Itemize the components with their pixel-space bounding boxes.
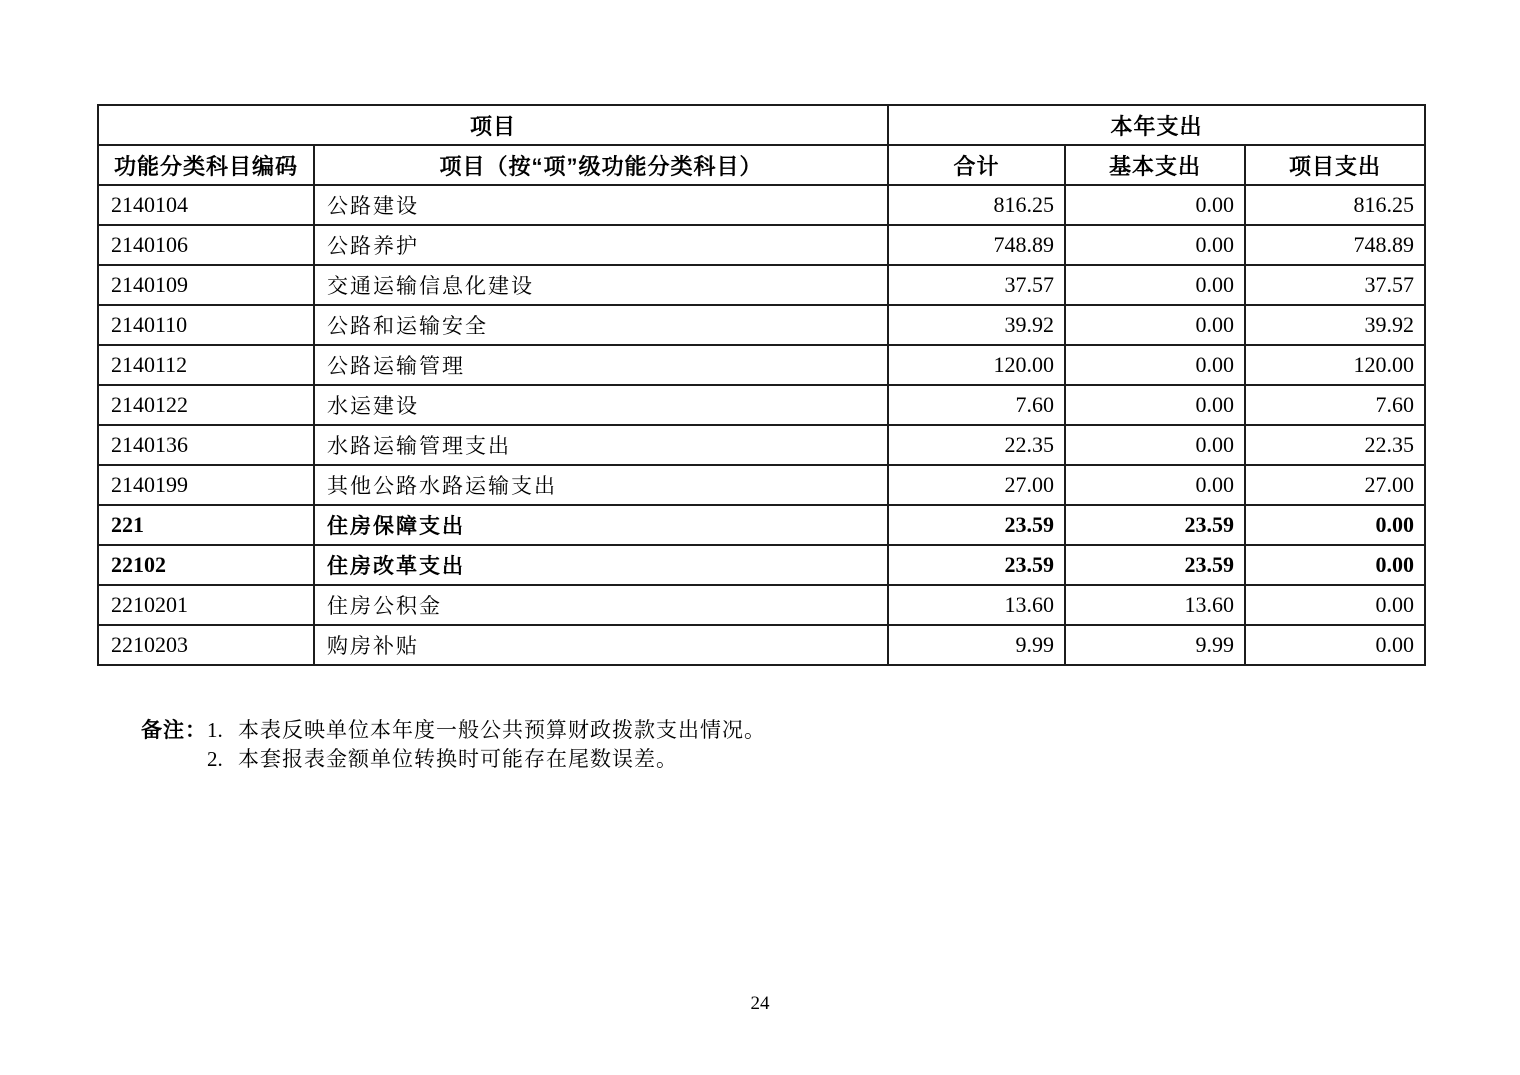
note-text: 本套报表金额单位转换时可能存在尾数误差。	[238, 747, 678, 771]
cell-project: 0.00	[1245, 625, 1425, 665]
table-row	[98, 625, 1425, 665]
table-row	[98, 225, 1425, 265]
cell-code: 2140199	[98, 465, 314, 505]
cell-code: 22102	[98, 545, 314, 585]
cell-basic: 0.00	[1065, 185, 1245, 225]
header-group-project: 项目	[98, 105, 888, 145]
cell-total: 23.59	[888, 545, 1065, 585]
cell-basic: 0.00	[1065, 225, 1245, 265]
table-body	[98, 185, 1425, 665]
header-group-year-expenditure: 本年支出	[888, 105, 1425, 145]
cell-name: 公路养护	[314, 225, 888, 265]
page-number: 24	[750, 993, 770, 1014]
header-col-total: 合计	[888, 145, 1065, 185]
cell-total: 120.00	[888, 345, 1065, 385]
cell-total: 13.60	[888, 585, 1065, 625]
header-col-name: 项目（按“项”级功能分类科目）	[314, 145, 888, 185]
cell-basic: 0.00	[1065, 385, 1245, 425]
table-row	[98, 465, 1425, 505]
notes-list	[207, 716, 766, 774]
cell-code: 2140122	[98, 385, 314, 425]
cell-name: 交通运输信息化建设	[314, 265, 888, 305]
cell-basic: 23.59	[1065, 545, 1245, 585]
cell-code: 2140136	[98, 425, 314, 465]
cell-total: 22.35	[888, 425, 1065, 465]
cell-name: 公路建设	[314, 185, 888, 225]
note-number: 1.	[207, 718, 223, 742]
cell-project: 37.57	[1245, 265, 1425, 305]
cell-basic: 9.99	[1065, 625, 1245, 665]
cell-code: 2140104	[98, 185, 314, 225]
cell-project: 0.00	[1245, 505, 1425, 545]
cell-total: 27.00	[888, 465, 1065, 505]
header-group-row	[98, 105, 1425, 145]
cell-code: 2140112	[98, 345, 314, 385]
cell-total: 9.99	[888, 625, 1065, 665]
cell-project: 816.25	[1245, 185, 1425, 225]
notes-label: 备注：	[141, 718, 207, 742]
cell-code: 2140109	[98, 265, 314, 305]
cell-project: 22.35	[1245, 425, 1425, 465]
table-header	[98, 105, 1425, 185]
cell-total: 748.89	[888, 225, 1065, 265]
cell-basic: 23.59	[1065, 505, 1245, 545]
table-row	[98, 425, 1425, 465]
cell-code: 2210203	[98, 625, 314, 665]
cell-basic: 0.00	[1065, 305, 1245, 345]
cell-name: 水路运输管理支出	[314, 425, 888, 465]
cell-total: 23.59	[888, 505, 1065, 545]
table-row	[98, 305, 1425, 345]
cell-name: 购房补贴	[314, 625, 888, 665]
table-row	[98, 545, 1425, 585]
notes-section	[141, 716, 766, 774]
cell-total: 816.25	[888, 185, 1065, 225]
cell-name: 住房保障支出	[314, 505, 888, 545]
cell-project: 27.00	[1245, 465, 1425, 505]
cell-name: 公路运输管理	[314, 345, 888, 385]
table-row	[98, 185, 1425, 225]
cell-name: 公路和运输安全	[314, 305, 888, 345]
header-col-basic: 基本支出	[1065, 145, 1245, 185]
cell-basic: 0.00	[1065, 265, 1245, 305]
cell-name: 其他公路水路运输支出	[314, 465, 888, 505]
table-row	[98, 585, 1425, 625]
cell-code: 221	[98, 505, 314, 545]
cell-name: 水运建设	[314, 385, 888, 425]
cell-code: 2140106	[98, 225, 314, 265]
cell-basic: 0.00	[1065, 425, 1245, 465]
cell-total: 37.57	[888, 265, 1065, 305]
cell-basic: 13.60	[1065, 585, 1245, 625]
header-columns-row	[98, 145, 1425, 185]
note-text: 本表反映单位本年度一般公共预算财政拨款支出情况。	[238, 718, 766, 742]
header-col-project: 项目支出	[1245, 145, 1425, 185]
cell-basic: 0.00	[1065, 345, 1245, 385]
cell-project: 7.60	[1245, 385, 1425, 425]
cell-project: 120.00	[1245, 345, 1425, 385]
table-row	[98, 265, 1425, 305]
cell-project: 748.89	[1245, 225, 1425, 265]
cell-project: 0.00	[1245, 585, 1425, 625]
cell-project: 39.92	[1245, 305, 1425, 345]
cell-code: 2140110	[98, 305, 314, 345]
cell-name: 住房改革支出	[314, 545, 888, 585]
note-number: 2.	[207, 747, 223, 771]
cell-basic: 0.00	[1065, 465, 1245, 505]
table-row	[98, 345, 1425, 385]
table-row	[98, 505, 1425, 545]
header-col-code: 功能分类科目编码	[98, 145, 314, 185]
expenditure-table	[97, 104, 1426, 666]
note-line	[207, 716, 766, 745]
table-row	[98, 385, 1425, 425]
note-line	[207, 745, 766, 774]
cell-total: 39.92	[888, 305, 1065, 345]
cell-project: 0.00	[1245, 545, 1425, 585]
cell-name: 住房公积金	[314, 585, 888, 625]
cell-code: 2210201	[98, 585, 314, 625]
cell-total: 7.60	[888, 385, 1065, 425]
